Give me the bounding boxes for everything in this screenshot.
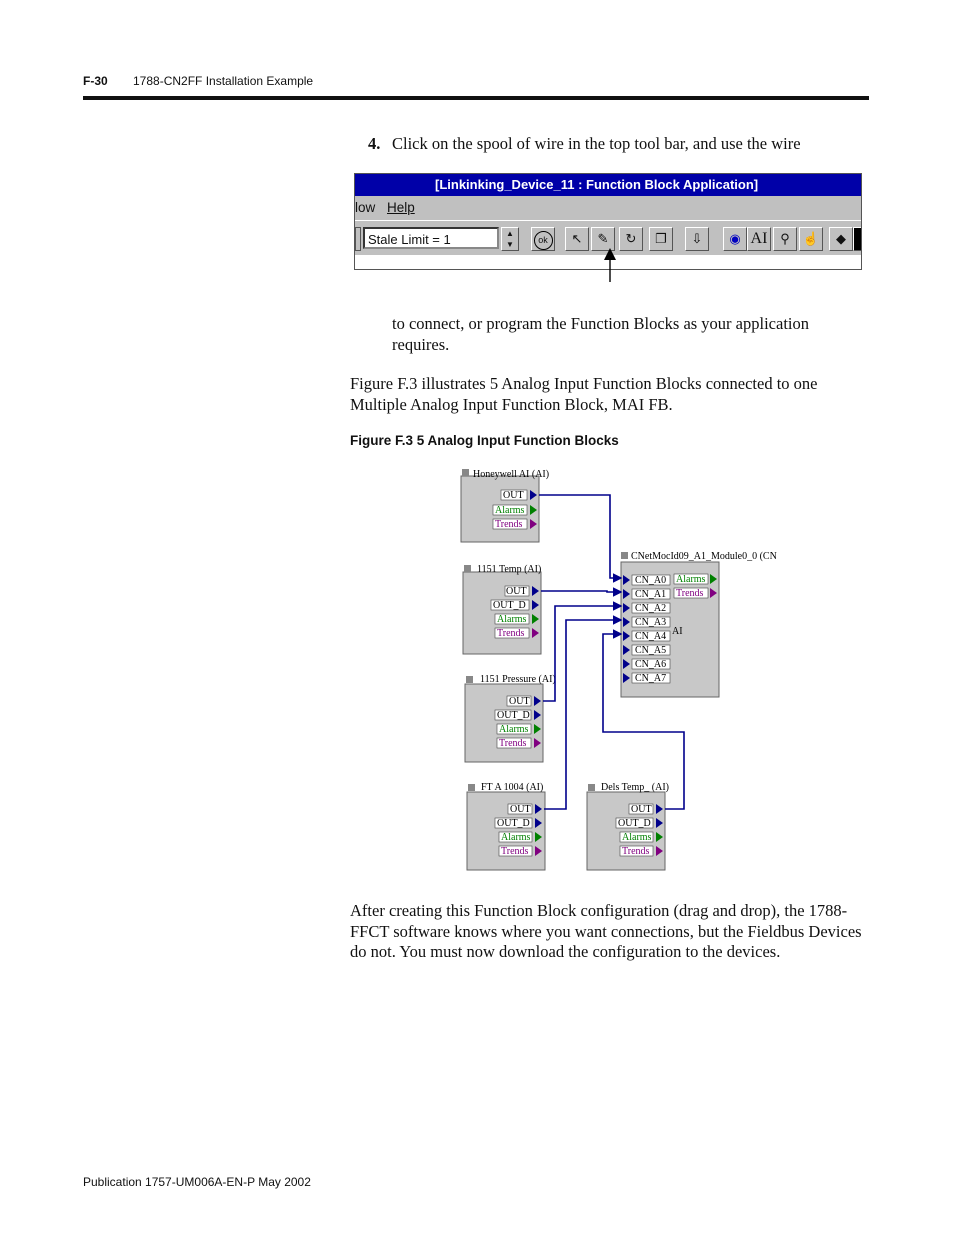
mai-trends: Trends [676, 588, 704, 599]
spin-arrows-icon[interactable]: ▲ ▼ [501, 227, 519, 251]
fb-title: CNetMocId09_A1_Module0_0 (CN [631, 551, 777, 562]
fb-title: Honeywell AI (AI) [473, 469, 550, 480]
closing-paragraph: After creating this Function Block configuration (drag and drop), the 1788-FFCT software knows where you want connections, but the Fieldbus Devices do not. You must now download the configuration to the devices. [350, 901, 862, 961]
window-titlebar [355, 174, 861, 196]
function-block-diagram [455, 462, 795, 877]
port-out: OUT [631, 804, 652, 815]
step-text: Click on the spool of wire in the top tool bar, and use the wire [392, 134, 801, 153]
color-black-icon[interactable] [853, 227, 862, 251]
callout-arrow [600, 248, 620, 284]
zoom-icon[interactable]: ⚲ [773, 227, 797, 251]
fb-1151-temp[interactable] [463, 564, 541, 654]
rotate-icon[interactable]: ↻ [619, 227, 643, 251]
pointer-icon[interactable]: ↖ [565, 227, 589, 251]
port-alarms: Alarms [501, 832, 531, 843]
figure-caption: Figure F.3 5 Analog Input Function Blocks [350, 433, 619, 448]
mai-side-label: AI [672, 626, 683, 637]
menu-help[interactable]: Help [387, 200, 415, 215]
port-trends: Trends [495, 519, 523, 530]
port-out-d: OUT_D [618, 818, 651, 829]
port-out-d: OUT_D [497, 818, 530, 829]
fb-1151-pressure[interactable] [465, 674, 556, 762]
port-trends: Trends [622, 846, 650, 857]
stale-limit-field[interactable]: Stale Limit = 1 [363, 227, 499, 249]
block-icon [468, 784, 475, 791]
port-trends: Trends [497, 628, 525, 639]
port-out-d: OUT_D [497, 710, 530, 721]
port-out-d: OUT_D [493, 600, 526, 611]
header-rule [83, 96, 869, 100]
fill-icon[interactable]: ◆ [829, 227, 853, 251]
input-cn-a0: CN_A0 [635, 575, 667, 586]
port-out: OUT [503, 490, 524, 501]
fb-dels-temp[interactable] [587, 782, 669, 870]
mai-alarms: Alarms [676, 574, 706, 585]
menu-window-partial[interactable]: low [355, 200, 376, 215]
page-number: F-30 [83, 74, 108, 88]
block-icon [466, 676, 473, 683]
fb-title: 1151 Temp (AI) [477, 564, 542, 575]
port-out: OUT [510, 804, 531, 815]
input-cn-a2: CN_A2 [635, 603, 667, 614]
hand-icon[interactable]: ☝ [799, 227, 823, 251]
port-alarms: Alarms [499, 724, 529, 735]
input-cn-a3: CN_A3 [635, 617, 667, 628]
block-icon [462, 469, 469, 476]
target-icon[interactable]: ◉ [723, 227, 747, 251]
copy-icon[interactable]: ❐ [649, 227, 673, 251]
wire-spool-icon[interactable]: ✎ [591, 227, 615, 251]
running-header: 1788-CN2FF Installation Example [133, 74, 314, 88]
ok-button[interactable]: ok [531, 227, 555, 251]
fb-ft-a-1004[interactable] [467, 782, 545, 870]
fb-mai[interactable] [621, 551, 777, 697]
block-icon [621, 552, 628, 559]
port-alarms: Alarms [622, 832, 652, 843]
ai-block-button[interactable]: AI [747, 227, 771, 251]
input-cn-a4: CN_A4 [635, 631, 667, 642]
port-out: OUT [509, 696, 530, 707]
fb-title: FT A 1004 (AI) [481, 782, 544, 793]
step-continued: to connect, or program the Function Blocks as your application requires. [392, 314, 809, 354]
intro-paragraph: Figure F.3 illustrates 5 Analog Input Function Blocks connected to one Multiple Analog Input Function Block, MAI FB. [350, 374, 818, 414]
block-icon [588, 784, 595, 791]
fb-honeywell[interactable] [461, 469, 549, 542]
port-trends: Trends [501, 846, 529, 857]
port-alarms: Alarms [497, 614, 527, 625]
toolbar-edge [355, 227, 361, 251]
port-trends: Trends [499, 738, 527, 749]
input-cn-a7: CN_A7 [635, 673, 667, 684]
fb-title: 1151 Pressure (AI) [480, 674, 556, 685]
fb-title: Dels Temp_ (AI) [601, 782, 669, 793]
block-icon [464, 565, 471, 572]
window-title: [Linkinking_Device_11 : Function Block Application] [435, 177, 759, 192]
input-cn-a1: CN_A1 [635, 589, 667, 600]
port-out: OUT [506, 586, 527, 597]
menu-bar [355, 196, 861, 220]
input-cn-a5: CN_A5 [635, 645, 667, 656]
publication-footer: Publication 1757-UM006A-EN-P May 2002 [83, 1175, 311, 1189]
port-alarms: Alarms [495, 505, 525, 516]
input-cn-a6: CN_A6 [635, 659, 667, 670]
download-icon[interactable]: ⇩ [685, 227, 709, 251]
step-number: 4. [368, 134, 381, 153]
